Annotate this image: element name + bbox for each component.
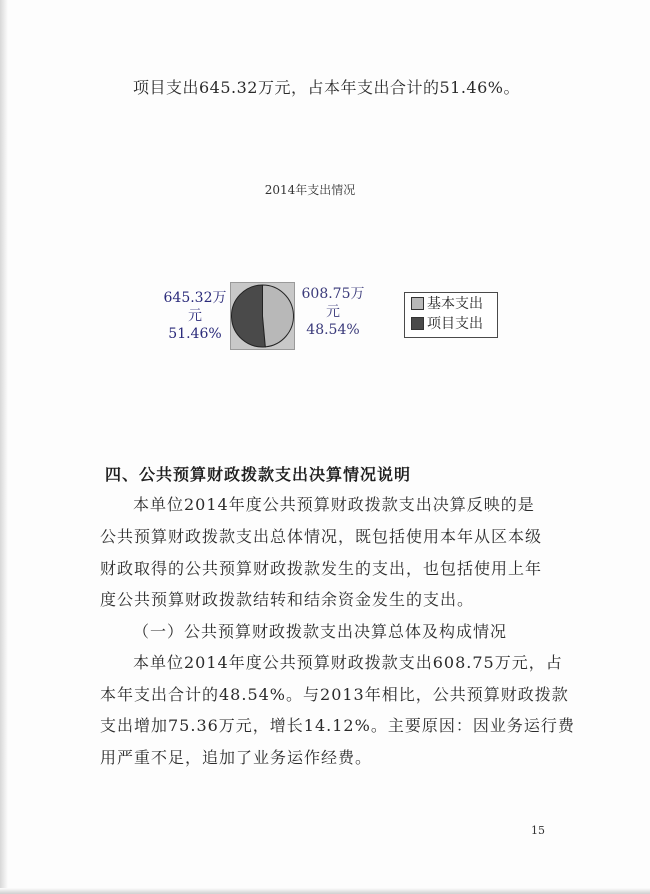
pie-label-basic-unit: 元 <box>326 304 340 320</box>
legend-item-basic <box>411 293 497 313</box>
paragraph2-line: 支出增加75.36万元，增长14.12%。主要原因：因业务运行费 <box>100 716 575 735</box>
chart-legend <box>404 292 498 338</box>
pie-label-basic-amount: 608.75万 <box>301 286 365 302</box>
pie-label-basic-percent: 48.54% <box>306 322 360 338</box>
legend-swatch-project <box>411 317 424 330</box>
legend-swatch-basic <box>411 297 424 310</box>
pie-label-project <box>160 289 230 343</box>
paragraph1-line: 公共预算财政拨款支出总体情况，既包括使用本年从区本级 <box>100 527 543 546</box>
sub-heading: （一）公共预算财政拨款支出决算总体及构成情况 <box>133 622 508 641</box>
pie-label-basic <box>296 285 370 339</box>
paragraph2-line: 用严重不足，追加了业务运作经费。 <box>100 748 373 767</box>
page-number: 15 <box>531 824 545 837</box>
pie-slice-basic <box>263 285 294 347</box>
legend-label-project: 项目支出 <box>427 316 483 332</box>
scan-edge-bottom <box>0 888 650 894</box>
paragraph1-line: 本单位2014年度公共预算财政拨款支出决算反映的是 <box>133 495 535 514</box>
pie-slice-project <box>231 285 265 347</box>
paragraph1-line: 财政取得的公共预算财政拨款发生的支出，也包括使用上年 <box>100 559 543 578</box>
pie-label-project-percent: 51.46% <box>168 326 222 342</box>
intro-line: 项目支出645.32万元，占本年支出合计的51.46%。 <box>133 78 520 97</box>
pie-chart <box>230 282 295 350</box>
scan-edge-left <box>0 0 8 894</box>
legend-label-basic: 基本支出 <box>427 296 483 312</box>
pie-label-project-amount: 645.32万 <box>163 290 227 306</box>
paragraph1-line: 度公共预算财政拨款结转和结余资金发生的支出。 <box>100 590 475 609</box>
paragraph2-line: 本年支出合计的48.54%。与2013年相比，公共预算财政拨款 <box>100 685 569 704</box>
chart-title: 2014年支出情况 <box>264 183 356 197</box>
paragraph2-line: 本单位2014年度公共预算财政拨款支出608.75万元，占 <box>133 653 563 672</box>
section-heading: 四、公共预算财政拨款支出决算情况说明 <box>105 465 412 484</box>
pie-label-project-unit: 元 <box>188 308 202 324</box>
legend-item-project <box>411 313 497 333</box>
